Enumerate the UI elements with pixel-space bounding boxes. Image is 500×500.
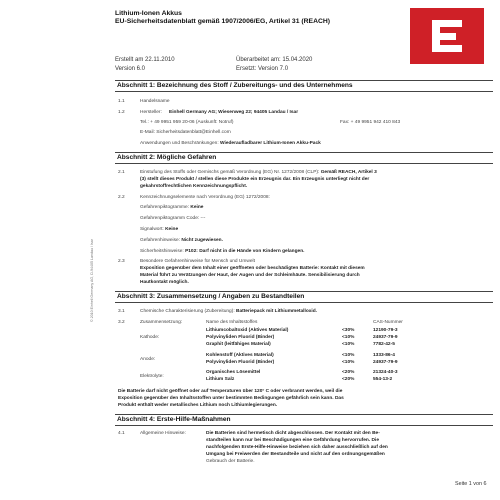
section-4-title: Abschnitt 4: Erste-Hilfe-Maßnahmen [115,414,493,426]
s2-exposition-1: Exposition gegenüber dem Inhalt einer geöffneten oder beschädigten Batterie: Kontakt mit diesem [140,266,365,271]
meta-ueberarbeitet: Überarbeitet am: 15.04.2020 [236,57,313,63]
s3-note-2: Exposition gegenüber den Inhaltsstoffen unter bestimmten Bedingungen gefährlich sein kann. Das [118,396,344,401]
s2-piktogramme-label: Gefahrenpiktogramme: [140,205,191,210]
section-2-title: Abschnitt 2: Mögliche Gefahren [115,152,493,164]
s4-line-4: Umgang bei Freiwerden der Bestandteile und nicht auf den ordnungsgemäßen [206,452,385,457]
s2-hinweise [140,238,223,244]
s2-einstufung-d: gekahrstoffrechtlichen Kennzeichnungspflicht. [140,184,248,189]
section-1-title: Abschnitt 1: Bezeichnung des Stoff / Zubereitungs- und des Unternehmens [115,80,493,92]
s2-signalwort-label: Signalwort: [140,227,166,232]
s3-kathode-1-pct: <30% [342,328,355,333]
s2-num-1: 2.1 [118,170,125,175]
s2-sicherheit-value: P102: Darf nicht in die Hände von Kindern gelangen. [185,249,305,254]
s3-num-1: 3.1 [118,309,125,314]
s3-elektrolyt-2-name: Lithium Salz [206,377,235,382]
s2-piktogramme-value: Keine [190,205,204,210]
s4-line-1: Die Batterien sind hermetisch dicht abgeschlossen. Der Kontakt mit den Be- [206,431,380,436]
s1-email: E-Mail: Sicherheitsdatenblatt@Einhell.com [140,130,231,135]
s1-hersteller-label: Hersteller: [140,110,162,115]
s3-col-cas: CAS-Nummer [373,320,403,325]
s3-kathode-3-pct: <10% [342,342,355,347]
s2-num-2: 2.2 [118,195,125,200]
s1-num-1: 1.1 [118,99,125,104]
einhell-logo-icon [410,8,484,64]
s3-elektrolyt-1-cas: 21324-40-3 [373,370,398,375]
section-3 [115,291,493,303]
s3-zusammensetzung-label: Zusammensetzung: [140,320,183,325]
s2-hinweise-value: Nicht zugewiesen. [181,238,223,243]
s3-note-3: Produkt enthält weder metallisches Lithium noch Lithiumlegierungen. [118,403,278,408]
side-copyright: © 2010 Einhell Germany AG, D-94405 Landau / Isar [90,239,94,322]
s2-einstufung-c: (3) stellt dieses Produkt / stellen diese Produkte ein Erzeugnis dar. Ein Erzeugnis unterliegt nicht der [140,177,370,182]
s2-piktogramm-code: Gefahrenpiktogramm Code: --- [140,216,206,221]
s2-sicherheit-label: Sicherheitshinweise: [140,249,186,254]
s3-charakterisierung [140,309,317,315]
s1-use-label: Anwendungen und Beschränkungen: [140,141,219,146]
meta-version: Version 6.0 [115,66,146,72]
s3-kathode-3-name: Graphit (leitfähiges Material) [206,342,271,347]
s2-sicherheit [140,249,304,255]
page-number: Seite 1 von 6 [455,481,487,487]
section-4 [115,414,493,426]
s3-charakterisierung-a: Chemische Charakterisierung (Zubereitung): [140,309,236,314]
meta-ersetzt: Ersetzt: Version 7.0 [236,66,289,72]
s2-hinweise-label: Gefahrenhinweise: [140,238,182,243]
s2-exposition-3: Hautkontakt möglich. [140,280,189,285]
section-3-title: Abschnitt 3: Zusammensetzung / Angaben zu Bestandteilen [115,291,493,303]
s3-charakterisierung-b: Batteriepack mit Lithiummetalloxid. [235,309,318,314]
s3-anode-1-name: Kohlenstoff (Aktives Material) [206,353,274,358]
s2-einstufung [140,170,490,176]
s2-num-3: 2.3 [118,259,125,264]
s1-fax: Fax: + 49 9951 942 410 843 [340,120,401,125]
s2-signalwort [140,227,178,233]
s3-elektrolyt-label: Elektrolyte: [140,374,164,379]
s4-line-3: nachfolgenden Erste-Hilfe-Hinweise beziehen sich daher ausschließlich auf den [206,445,388,450]
document-title [115,10,330,27]
s2-kennzeichnung: Kennzeichnungselemente nach Verordnung (EG) 1272/2008: [140,195,270,200]
s3-anode-2-cas: 24937-79-9 [373,360,398,365]
s4-line-5: Gebrauch der Batterie. [206,459,255,464]
s3-col-name: Name des Inhaltsstoffes [206,320,258,325]
s4-label: Allgemeine Hinweise: [140,431,186,436]
section-2 [115,152,493,164]
s2-einstufung-a: Einstufung des Stoffs oder Gemischs gemäß Verordnung (EG) Nr. 1272/2008 (CLP): [140,170,321,175]
s3-num-2: 3.2 [118,320,125,325]
s3-kathode-2-name: Polyvinyliden Fluorid (Binder) [206,335,275,340]
s3-elektrolyt-1-name: Organisches Lösemittel [206,370,261,375]
s3-anode-2-pct: <10% [342,360,355,365]
s3-anode-1-pct: <10% [342,353,355,358]
s1-handelsname: Handelsname [140,99,170,104]
s3-note-1: Die Batterie darf nicht geöffnet oder auf Temperaturen über 120° C oder verbrannt werden, weil die [118,389,343,394]
s4-line-2: standteilen kann nur bei Beschädigungen eine Gefährdung hervorrufen. Die [206,438,379,443]
s2-besondere: Besondere Gefahrenhinweise für Mensch und Umwelt [140,259,255,264]
s3-anode-label: Anode: [140,357,156,362]
title-product: Lithium-Ionen Akkus [115,10,182,17]
s3-kathode-label: Kathode: [140,335,160,340]
s3-anode-2-name: Polyvinyliden Fluorid (Binder) [206,360,275,365]
title-regulation: EU-Sicherheitsdatenblatt gemäß 1907/2006/EG, Artikel 31 (REACH) [115,18,331,26]
s3-kathode-2-pct: <10% [342,335,355,340]
s2-exposition-2: Material führt zu Verätzungen der Haut, der Augen und der Schleimhäute. Sensibilisierung durch [140,273,360,278]
s1-use: Wiederaufladbarer Lithium-Ionen Akku-Pack [220,141,321,146]
s3-kathode-1-cas: 12190-79-3 [373,328,398,333]
section-1 [115,80,493,92]
s3-elektrolyt-1-pct: <20% [342,370,355,375]
s1-tel: Tel.: + 49 9951 959 20-06 (Auskunft: Notruf) [140,120,234,125]
s3-elektrolyt-2-pct: <20% [342,377,355,382]
s3-kathode-2-cas: 24937-79-9 [373,335,398,340]
s3-elektrolyt-2-cas: 554-13-2 [373,377,393,382]
s3-kathode-1-name: Lithiumcobaltoxid (Aktives Material) [206,328,289,333]
s2-piktogramme [140,205,203,211]
s3-kathode-3-cas: 7782-42-5 [373,342,395,347]
meta-erstellt: Erstellt am 22.11.2010 [115,57,175,63]
s2-einstufung-b: Gemäß REACH, Artikel 3 [320,170,377,175]
s1-num-2: 1.2 [118,110,125,115]
s4-num-1: 4.1 [118,431,125,436]
s1-hersteller: Einhell Germany AG; Wiesenweg 22; 94405 Landau / Isar [169,110,299,115]
s3-anode-1-cas: 1333-86-4 [373,353,395,358]
s2-signalwort-value: Keine [165,227,179,232]
